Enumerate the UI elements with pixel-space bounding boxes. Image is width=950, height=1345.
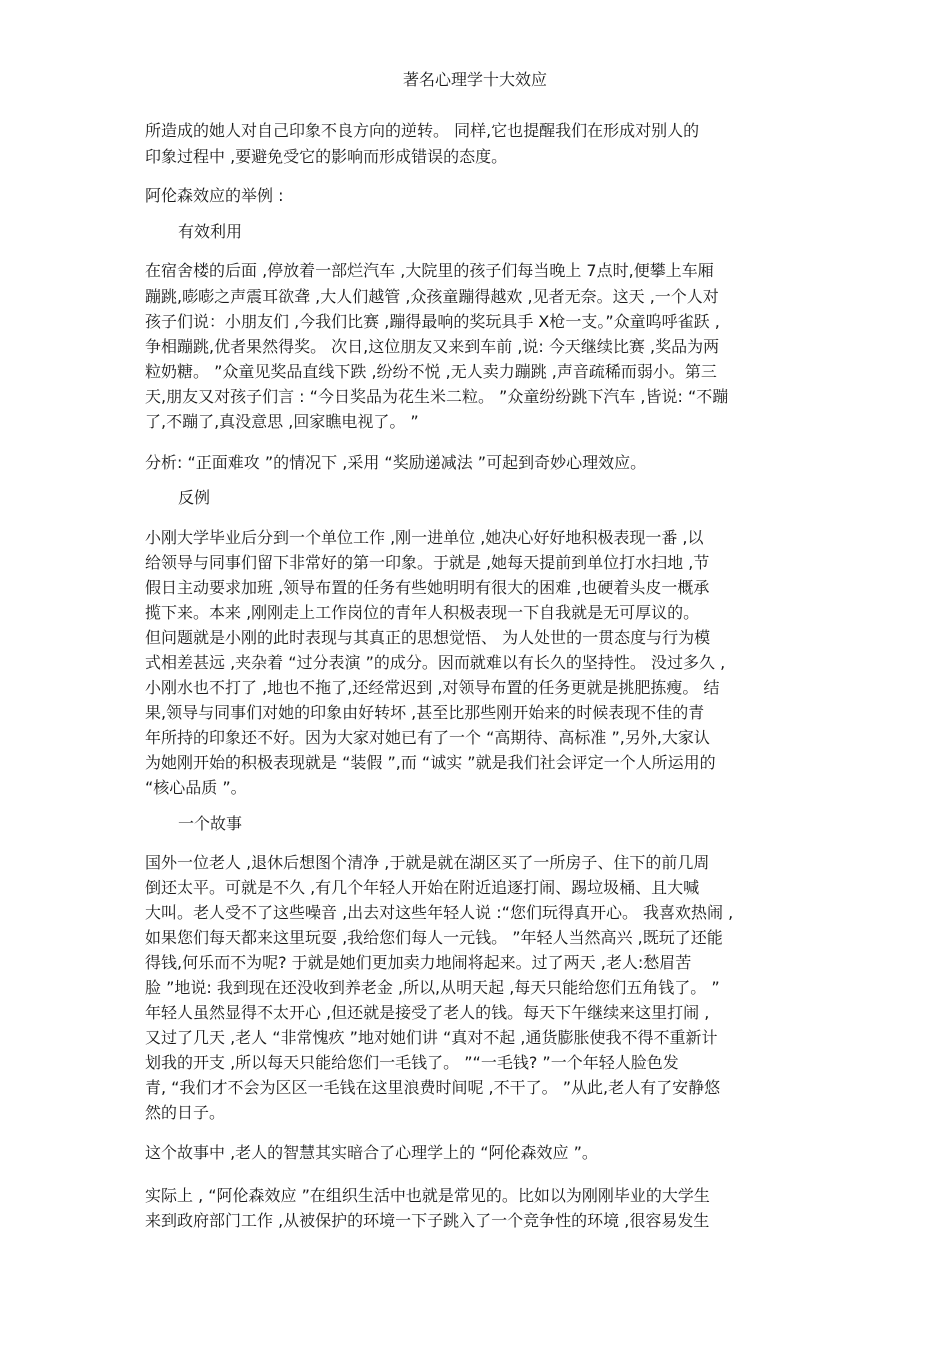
text-line: 来到政府部门工作 ,从被保护的环境一下子跳入了一个竞争性的环境 ,很容易发生 bbox=[145, 1211, 710, 1230]
text-line: 如果您们每天都来这里玩耍 ,我给您们每人一元钱。 ”年轻人当然高兴 ,既玩了还能 bbox=[145, 928, 723, 947]
text-line: 给领导与同事们留下非常好的第一印象。于就是 ,她每天提前到单位打水扫地 ,节 bbox=[145, 553, 710, 572]
text-line: 小刚大学毕业后分到一个单位工作 ,刚一进单位 ,她决心好好地积极表现一番 ,以 bbox=[145, 528, 704, 547]
text-line: 假日主动要求加班 ,领导布置的任务有些她明明有很大的困难 ,也硬着头皮一概承 bbox=[145, 578, 710, 597]
subsection-heading: 反例 bbox=[178, 488, 211, 507]
section-heading: 阿伦森效应的举例 : bbox=[145, 186, 284, 205]
text-line: 年轻人虽然显得不太开心 ,但还就是接受了老人的钱。每天下午继续来这里打闹 , bbox=[145, 1003, 710, 1022]
text-line: 国外一位老人 ,退休后想图个清净 ,于就是就在湖区买了一所房子、住下的前几周 bbox=[145, 853, 710, 872]
text-line: 大叫。老人受不了这些噪音 ,出去对这些年轻人说 :“您们玩得真开心。 我喜欢热闹 , bbox=[145, 903, 734, 922]
subsection-heading: 有效利用 bbox=[178, 222, 243, 241]
page-title: 著名心理学十大效应 bbox=[402, 70, 547, 89]
text-line: 划我的开支 ,所以每天只能给您们一毛钱了。 ”“一毛钱? ”一个年轻人脸色发 bbox=[145, 1053, 679, 1072]
text-line: 但问题就是小刚的此时表现与其真正的思想觉悟、 为人处世的一贯态度与行为模 bbox=[145, 628, 711, 647]
text-line: 了,不蹦了,真没意思 ,回家瞧电视了。 ” bbox=[145, 412, 419, 431]
text-line: 粒奶糖。 ”众童见奖品直线下跌 ,纷纷不悦 ,无人卖力蹦跳 ,声音疏稀而弱小。第三 bbox=[145, 362, 717, 381]
text-line: 揽下来。本来 ,刚刚走上工作岗位的青年人积极表现一下自我就是无可厚议的。 bbox=[145, 603, 700, 622]
text-line: 在宿舍楼的后面 ,停放着一部烂汽车 ,大院里的孩子们每当晚上 7点时,便攀上车厢 bbox=[145, 261, 714, 280]
text-line: 又过了几天 ,老人 “非常愧疚 ”地对她们讲 “真对不起 ,通货膨胀使我不得不重新计 bbox=[145, 1028, 718, 1047]
text-line: 实际上 , “阿伦森效应 ”在组织生活中也就是常见的。比如以为刚刚毕业的大学生 bbox=[145, 1186, 710, 1205]
text-line: 得钱,何乐而不为呢? 于就是她们更加卖力地闹将起来。过了两天 ,老人:愁眉苦 bbox=[145, 953, 692, 972]
text-line: 这个故事中 ,老人的智慧其实暗合了心理学上的 “阿伦森效应 ”。 bbox=[145, 1143, 598, 1162]
text-line: 孩子们说：小朋友们 ,今我们比赛 ,蹦得最响的奖玩具手 X枪一支。”众童呜呼雀跃 , bbox=[145, 312, 720, 331]
text-line: 为她刚开始的积极表现就是 “装假 ”,而 “诚实 ”就是我们社会评定一个人所运用的 bbox=[145, 753, 716, 772]
text-line: “核心品质 ”。 bbox=[145, 778, 247, 797]
text-line: 争相蹦跳,优者果然得奖。 次日,这位朋友又来到车前 ,说: 今天继续比赛 ,奖品为两 bbox=[145, 337, 720, 356]
text-line: 小刚水也不打了 ,地也不拖了,还经常迟到 ,对领导布置的任务更就是挑肥拣瘦。 结 bbox=[145, 678, 720, 697]
text-line: 印象过程中 ,要避免受它的影响而形成错误的态度。 bbox=[145, 147, 508, 166]
text-line: 年所持的印象还不好。因为大家对她已有了一个 “高期待、高标准 ”,另外,大家认 bbox=[145, 728, 710, 747]
text-line: 果,领导与同事们对她的印象由好转坏 ,甚至比那些刚开始来的时候表现不佳的青 bbox=[145, 703, 705, 722]
text-line: 蹦跳,嘭嘭之声震耳欲聋 ,大人们越管 ,众孩童蹦得越欢 ,见者无奈。这天 ,一个人对 bbox=[145, 287, 719, 306]
text-line: 脸 ”地说: 我到现在还没收到养老金 ,所以,从明天起 ,每天只能给您们五角钱了。 ” bbox=[145, 978, 720, 997]
subsection-heading: 一个故事 bbox=[178, 814, 243, 833]
text-line: 分析: “正面难攻 ”的情况下 ,采用 “奖励递减法 ”可起到奇妙心理效应。 bbox=[145, 453, 647, 472]
text-line: 式相差甚远 ,夹杂着 “过分表演 ”的成分。因而就难以有长久的坚持性。 没过多久 , bbox=[145, 653, 726, 672]
text-line: 青, “我们才不会为区区一毛钱在这里浪费时间呢 ,不干了。 ”从此,老人有了安静悠 bbox=[145, 1078, 721, 1097]
text-line: 天,朋友又对孩子们言 : “今日奖品为花生米二粒。 ”众童纷纷跳下汽车 ,皆说: “不蹦 bbox=[145, 387, 729, 406]
text-line: 倒还太平。可就是不久 ,有几个年轻人开始在附近追逐打闹、踢垃圾桶、且大喊 bbox=[145, 878, 700, 897]
text-line: 然的日子。 bbox=[145, 1103, 226, 1122]
text-line: 所造成的她人对自己印象不良方向的逆转。 同样,它也提醒我们在形成对别人的 bbox=[145, 121, 700, 140]
